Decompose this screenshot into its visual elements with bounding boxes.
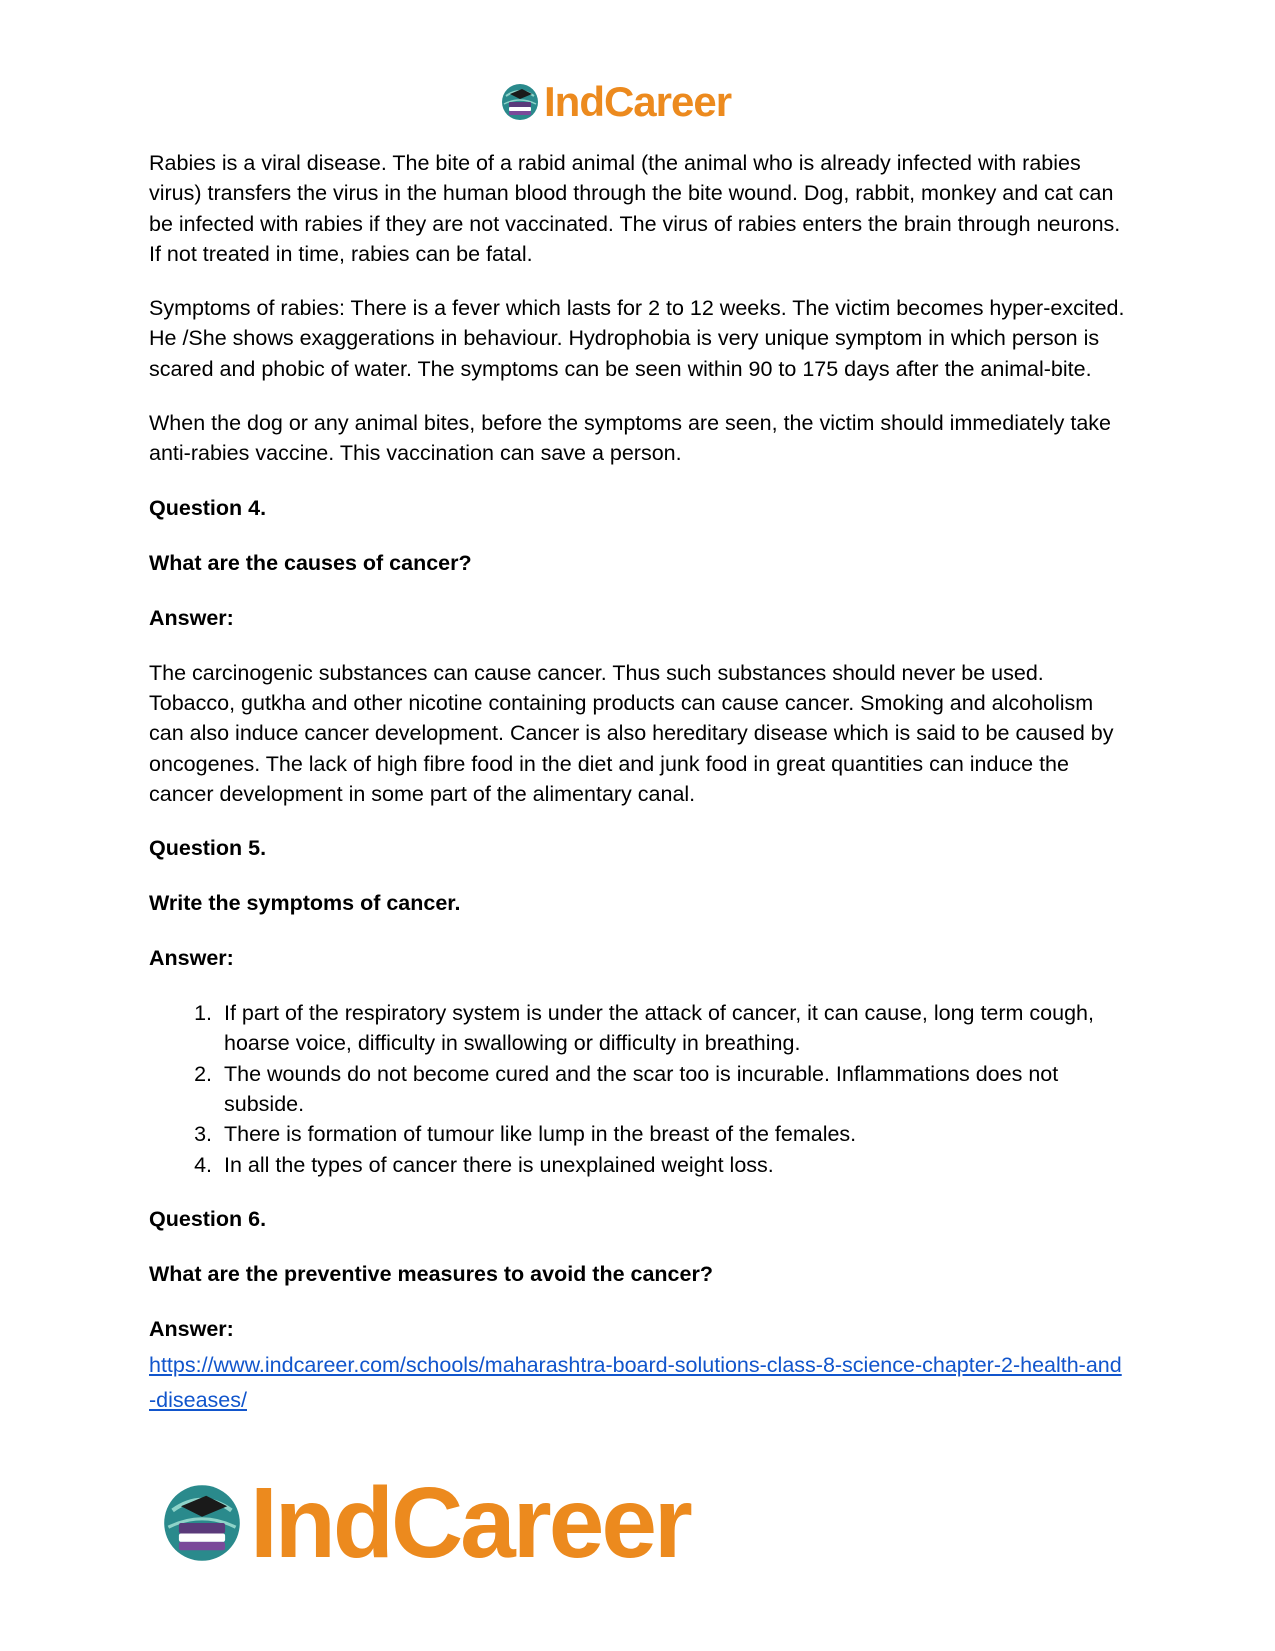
list-number: 4. — [194, 1152, 212, 1177]
list-text: There is formation of tumour like lump in the breast of the females. — [224, 1122, 857, 1147]
question-label: Question 5. — [149, 836, 267, 861]
list-number: 3. — [194, 1122, 212, 1147]
answer-label: Answer: — [149, 1316, 234, 1341]
list-item — [149, 998, 1129, 1059]
list-item — [149, 1150, 1129, 1180]
answer-text: The carcinogenic substances can cause cancer. Thus such substances should never be used. Tobacco, gutkha and other nicotine containing products can cause cancer. Smoking and alcoholism can also induce cancer development. Cancer is also hereditary disease which is said to be caused by oncogenes. The lack of high fibre food in the diet and junk food in great quantities can induce the cancer development in some part of the alimentary canal. — [149, 660, 1114, 806]
list-item — [149, 1059, 1129, 1120]
list-text: In all the types of cancer there is unexplained weight loss. — [224, 1152, 774, 1177]
question-label: Question 6. — [149, 1206, 267, 1231]
source-link[interactable]: https://www.indcareer.com/schools/maharashtra-board-solutions-class-8-science-chapter-2-health-and-diseases/ — [149, 1352, 1122, 1412]
paragraph: Symptoms of rabies: There is a fever which lasts for 2 to 12 weeks. The victim becomes hyper-excited. He /She shows exaggerations in behaviour. Hydrophobia is very unique symptom in which person is scared and phobic of water. The symptoms can be seen within 90 to 175 days after the animal-bite. — [149, 296, 1125, 381]
footer-logo — [160, 1468, 690, 1578]
globe-book-icon — [500, 82, 540, 122]
paragraph: When the dog or any animal bites, before the symptoms are seen, the victim should immediately take anti-rabies vaccine. This vaccination can save a person. — [149, 411, 1111, 466]
logo-wordmark: IndCareer — [544, 78, 732, 125]
logo-wordmark: IndCareer — [250, 1467, 690, 1579]
answer-label: Answer: — [149, 946, 234, 971]
main-content — [149, 148, 1129, 1418]
list-number: 1. — [194, 1001, 212, 1026]
paragraph: Rabies is a viral disease. The bite of a rabid animal (the animal who is already infected with rabies virus) transfers the virus in the human blood through the bite wound. Dog, rabbit, monkey and cat can be infected with rabies if they are not vaccinated. The virus of rabies enters the brain through neurons. If not treated in time, rabies can be fatal. — [149, 151, 1121, 266]
list-number: 2. — [194, 1061, 212, 1086]
header-logo — [500, 78, 731, 126]
question-text: What are the causes of cancer? — [149, 550, 472, 575]
list-text: If part of the respiratory system is under the attack of cancer, it can cause, long term cough, hoarse voice, difficulty in swallowing or difficulty in breathing. — [224, 1001, 1094, 1056]
globe-book-icon — [160, 1481, 244, 1565]
list-item — [149, 1119, 1129, 1149]
question-label: Question 4. — [149, 495, 267, 520]
list-text: The wounds do not become cured and the scar too is incurable. Inflammations does not subside. — [224, 1061, 1059, 1117]
answer-label: Answer: — [149, 605, 234, 630]
question-text: Write the symptoms of cancer. — [149, 891, 461, 916]
question-text: What are the preventive measures to avoid the cancer? — [149, 1261, 713, 1286]
symptoms-list — [149, 998, 1129, 1180]
